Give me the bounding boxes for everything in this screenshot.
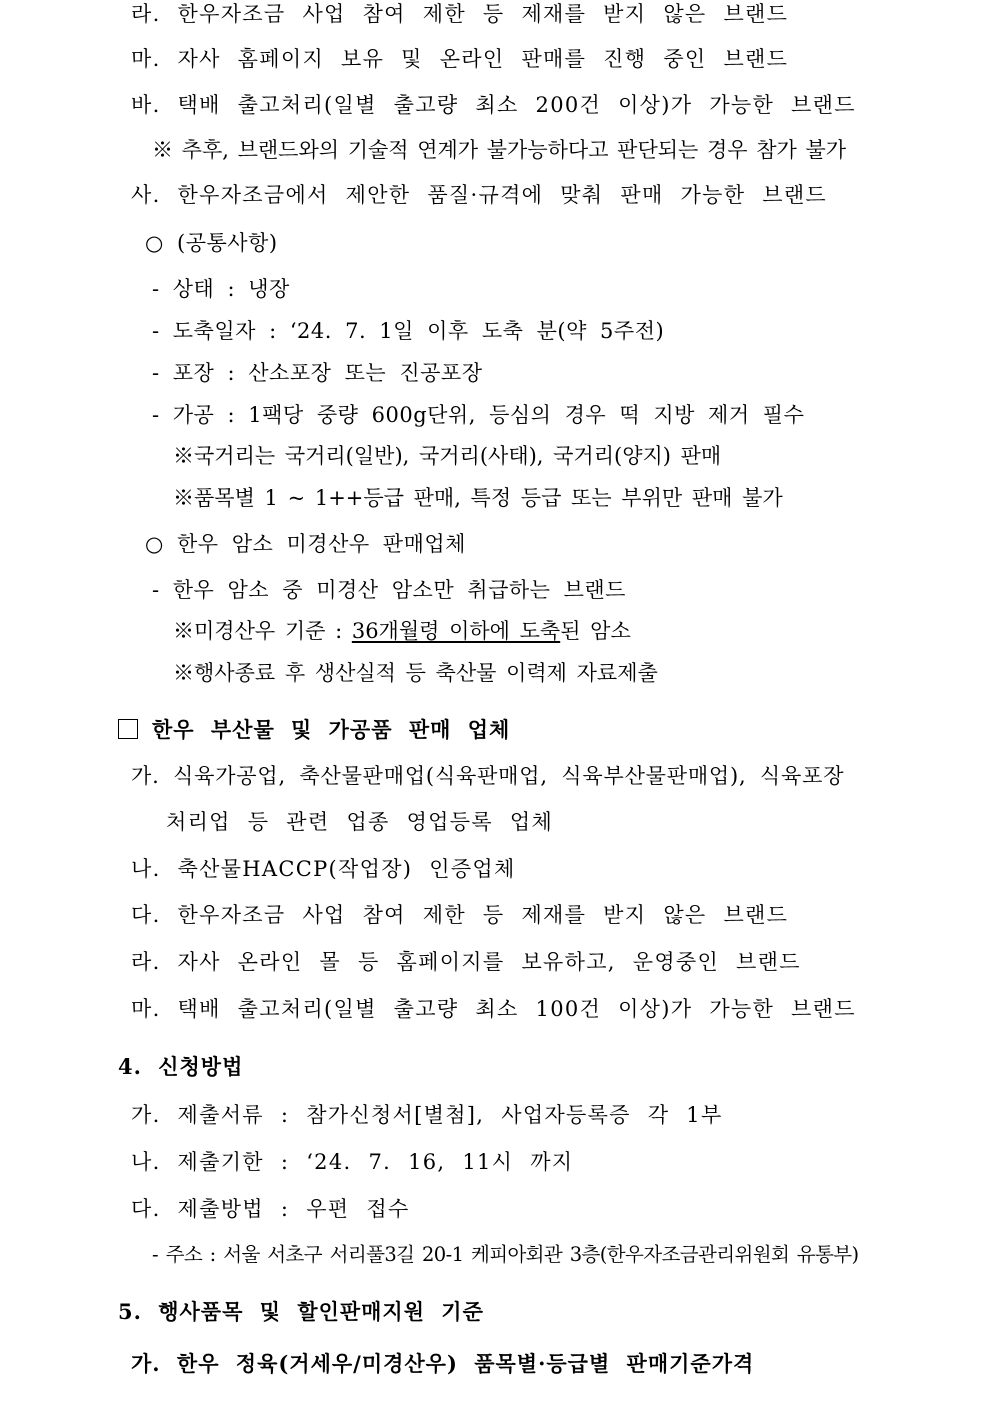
byproduct-section-title: 한우 부산물 및 가공품 판매 업체 xyxy=(152,717,511,742)
section5-subtitle: 가. 한우 정육(거세우/미경산우) 품목별·등급별 판매기준가격 xyxy=(131,1351,755,1376)
common-note-grade: ※품목별 1 ~ 1++등급 판매, 특정 등급 또는 부위만 판매 불가 xyxy=(173,486,783,510)
heifer-seller-title: ○ 한우 암소 미경산우 판매업체 xyxy=(145,532,466,556)
heifer-seller-item: - 한우 암소 중 미경산 암소만 취급하는 브랜드 xyxy=(152,578,626,602)
byproduct-condition-ga-line1: 가. 식육가공업, 축산물판매업(식육판매업, 식육부산물판매업), 식육포장 xyxy=(131,764,845,788)
section4-title: 4. 신청방법 xyxy=(118,1054,244,1079)
common-items-title: ○ (공통사항) xyxy=(145,231,278,255)
brand-condition-ma: 마. 자사 홈페이지 보유 및 온라인 판매를 진행 중인 브랜드 xyxy=(131,47,789,71)
section5-title: 5. 행사품목 및 할인판매지원 기준 xyxy=(118,1299,484,1324)
brand-condition-ba: 바. 택배 출고처리(일별 출고량 최소 200건 이상)가 가능한 브랜드 xyxy=(131,93,856,117)
section4-documents: 가. 제출서류 : 참가신청서[별첨], 사업자등록증 각 1부 xyxy=(131,1103,723,1127)
byproduct-condition-da: 다. 한우자조금 사업 참여 제한 등 제재를 받지 않은 브랜드 xyxy=(131,903,789,927)
section4-method: 다. 제출방법 : 우편 접수 xyxy=(131,1197,410,1221)
heifer-report-note: ※행사종료 후 생산실적 등 축산물 이력제 자료제출 xyxy=(173,661,658,685)
common-item-slaughter-date: - 도축일자 : ‘24. 7. 1일 이후 도축 분(약 5주전) xyxy=(152,319,665,343)
section4-address: - 주소 : 서울 서초구 서리풀3길 20-1 케피아회관 3층(한우자조금관리위원회 유통부) xyxy=(152,1243,859,1266)
byproduct-condition-ga-line2: 처리업 등 관련 업종 영업등록 업체 xyxy=(166,810,554,834)
checkbox-square-icon xyxy=(118,719,138,739)
byproduct-condition-ma: 마. 택배 출고처리(일별 출고량 최소 100건 이상)가 가능한 브랜드 xyxy=(131,997,856,1021)
common-item-packaging: - 포장 : 산소포장 또는 진공포장 xyxy=(152,361,483,385)
common-item-state: - 상태 : 냉장 xyxy=(152,277,290,301)
brand-condition-sa: 사. 한우자조금에서 제안한 품질·규격에 맞춰 판매 가능한 브랜드 xyxy=(131,183,828,207)
heifer-criteria-note xyxy=(173,617,631,645)
heifer-criteria-suffix: 된 암소 xyxy=(560,619,631,643)
heifer-criteria-underlined: 36개월령 이하에 도축 xyxy=(351,619,561,643)
brand-condition-ra: 라. 한우자조금 사업 참여 제한 등 제재를 받지 않은 브랜드 xyxy=(131,2,789,26)
section4-deadline: 나. 제출기한 : ‘24. 7. 16, 11시 까지 xyxy=(131,1150,574,1174)
byproduct-condition-na: 나. 축산물HACCP(작업장) 인증업체 xyxy=(131,857,516,881)
byproduct-condition-ra: 라. 자사 온라인 몰 등 홈페이지를 보유하고, 운영중인 브랜드 xyxy=(131,950,801,974)
byproduct-section-heading xyxy=(118,716,510,744)
brand-condition-ba-note: ※ 추후, 브랜드와의 기술적 연계가 불가능하다고 판단되는 경우 참가 불가 xyxy=(152,138,847,162)
common-item-processing: - 가공 : 1팩당 중량 600g단위, 등심의 경우 떡 지방 제거 필수 xyxy=(152,403,805,427)
common-note-soup-meat: ※국거리는 국거리(일반), 국거리(사태), 국거리(양지) 판매 xyxy=(173,444,722,468)
heifer-criteria-label: ※미경산우 기준 : xyxy=(173,619,352,643)
